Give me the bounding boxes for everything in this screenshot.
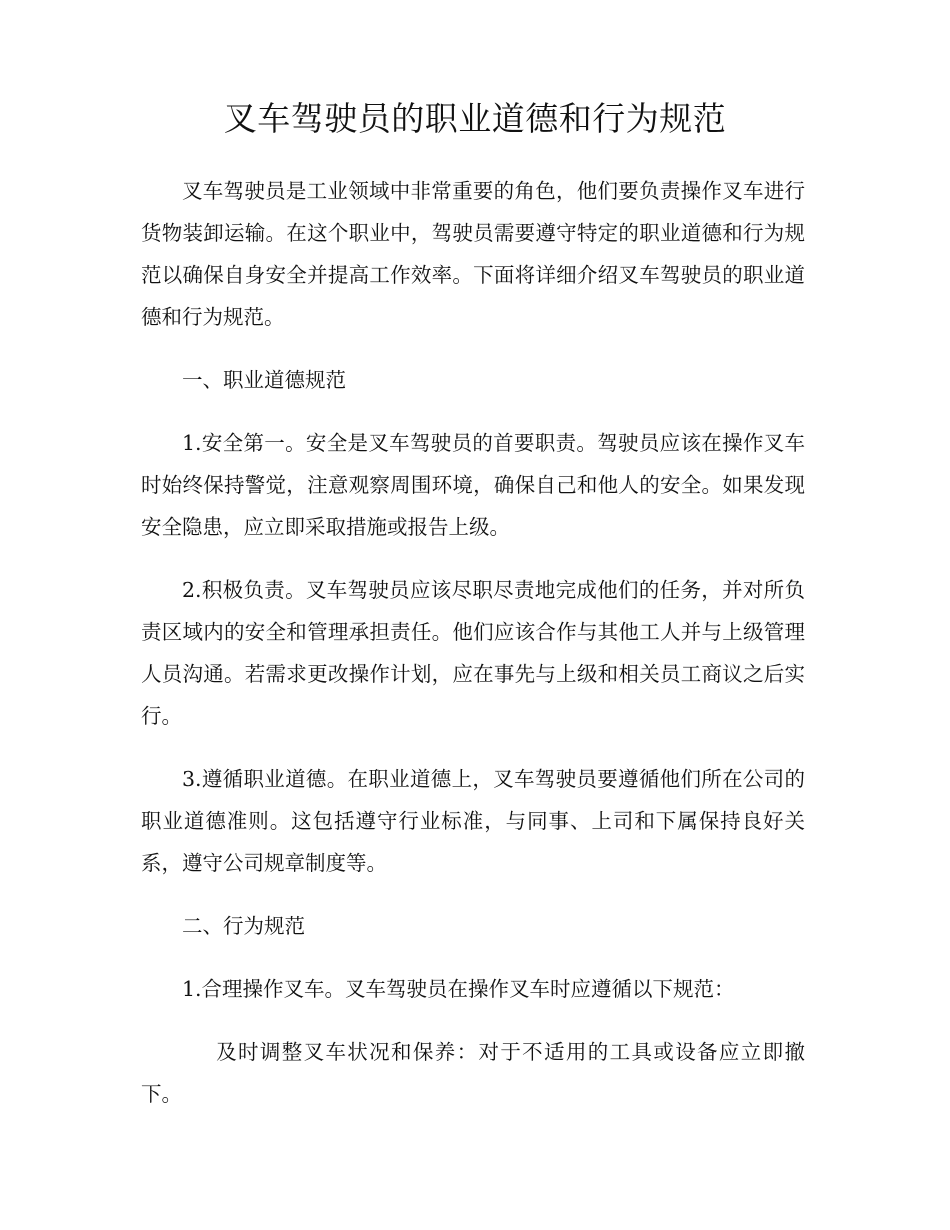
section-heading-ethics: 一、职业道德规范 <box>182 368 346 392</box>
conduct-item-operation: 1.合理操作叉车。叉车驾驶员在操作叉车时应遵循以下规范： <box>182 977 735 1001</box>
conduct-bullet-maintenance <box>141 1031 805 1115</box>
section-heading-conduct: 二、行为规范 <box>182 914 305 938</box>
intro-paragraph: 叉车驾驶员是工业领域中非常重要的角色，他们要负责操作叉车进行货物装卸运输。在这个职业中，驾驶员需要遵守特定的职业道德和行为规范以确保自身安全并提高工作效率。下面将详细介绍叉车驾驶员的职业道德和行为规范。 <box>141 179 805 329</box>
ethics-item-safety: 1.安全第一。安全是叉车驾驶员的首要职责。驾驶员应该在操作叉车时始终保持警觉，注意观察周围环境，确保自己和他人的安全。如果发现安全隐患，应立即采取措施或报告上级。 <box>141 431 805 539</box>
ethics-item-professional-ethics: 3.遵循职业道德。在职业道德上，叉车驾驶员要遵循他们所在公司的职业道德准则。这包括遵守行业标准，与同事、上司和下属保持良好关系，遵守公司规章制度等。 <box>141 767 805 875</box>
ethics-item-responsibility: 2.积极负责。叉车驾驶员应该尽职尽责地完成他们的任务，并对所负责区域内的安全和管理承担责任。他们应该合作与其他工人并与上级管理人员沟通。若需求更改操作计划，应在事先与上级和相关员工商议之后实行。 <box>141 578 805 728</box>
conduct-bullet-text: 及时调整叉车状况和保养：对于不适用的工具或设备应立即撤下。 <box>141 1040 805 1106</box>
document-body <box>141 170 805 1136</box>
document-title: 叉车驾驶员的职业道德和行为规范 <box>223 99 727 138</box>
